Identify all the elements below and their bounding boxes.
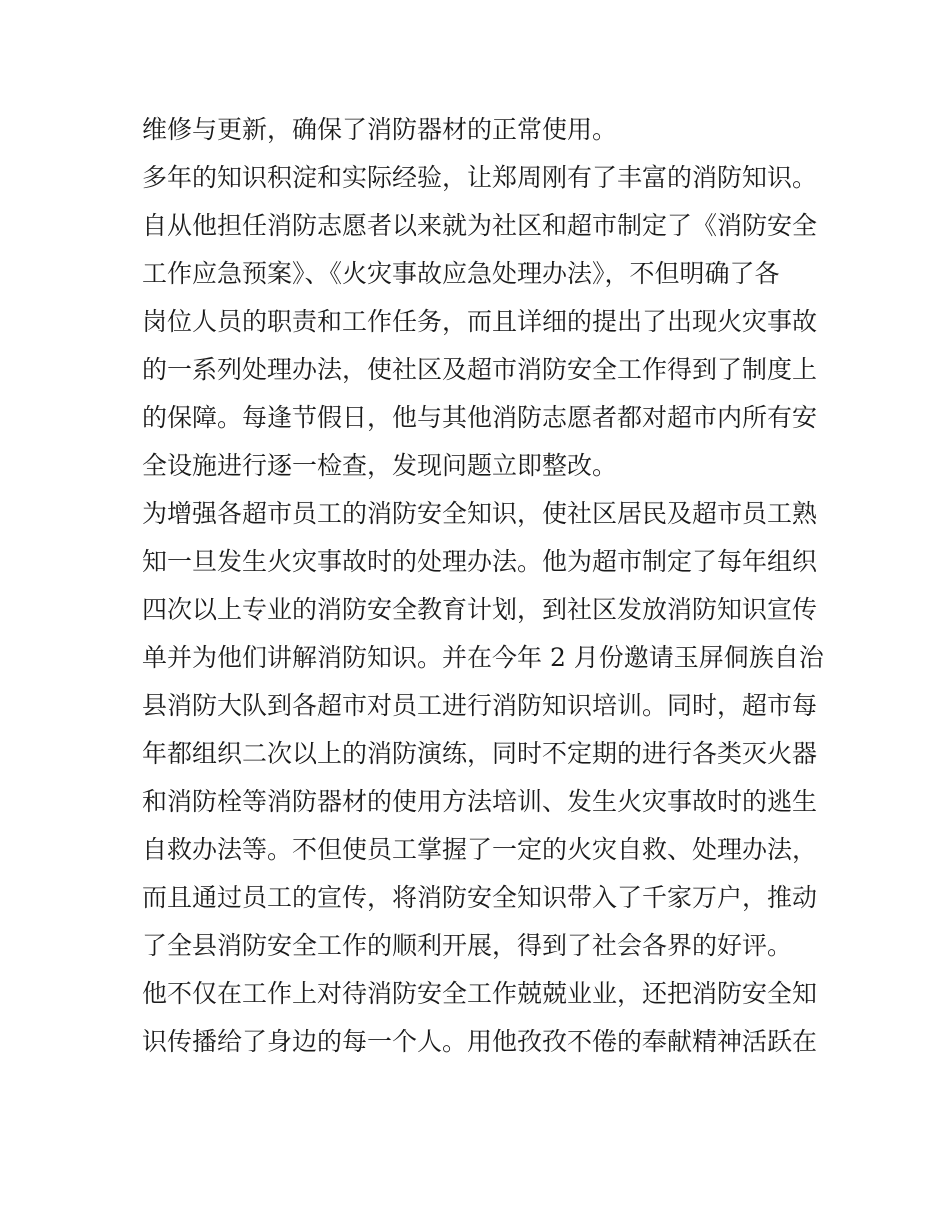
text-line: 他不仅在工作上对待消防安全工作兢兢业业，还把消防安全知 — [142, 979, 818, 1008]
text-line: 和消防栓等消防器材的使用方法培训、发生火灾事故时的逃生 — [142, 787, 818, 816]
text-line: 而且通过员工的宣传，将消防安全知识带入了千家万户，推动 — [142, 883, 818, 912]
text-line: 维修与更新，确保了消防器材的正常使用。 — [142, 115, 618, 144]
text-line: 自从他担任消防志愿者以来就为社区和超市制定了《消防安全 — [142, 211, 818, 240]
text-line: 为增强各超市员工的消防安全知识，使社区居民及超市员工熟 — [142, 499, 818, 528]
text-line: 工作应急预案》、《火灾事故应急处理办法》，不但明确了各 — [142, 259, 780, 288]
text-line: 自救办法等。不但使员工掌握了一定的火灾自救、处理办法， — [142, 835, 818, 864]
body-text — [142, 106, 822, 1066]
text-line: 全设施进行逐一检查，发现问题立即整改。 — [142, 451, 618, 480]
text-line: 知一旦发生火灾事故时的处理办法。他为超市制定了每年组织 — [142, 547, 818, 576]
text-line: 四次以上专业的消防安全教育计划，到社区发放消防知识宣传 — [142, 595, 818, 624]
text-line: 的一系列处理办法，使社区及超市消防安全工作得到了制度上 — [142, 355, 818, 384]
text-line: 岗位人员的职责和工作任务，而且详细的提出了出现火灾事故 — [142, 307, 818, 336]
text-line: 了全县消防安全工作的顺利开展，得到了社会各界的好评。 — [142, 931, 793, 960]
text-line: 单并为他们讲解消防知识。并在今年 2 月份邀请玉屏侗族自治 — [142, 643, 824, 672]
text-line: 年都组织二次以上的消防演练，同时不定期的进行各类灭火器 — [142, 739, 818, 768]
text-line: 识传播给了身边的每一个人。用他孜孜不倦的奉献精神活跃在 — [142, 1027, 818, 1056]
text-line: 的保障。每逢节假日，他与其他消防志愿者都对超市内所有安 — [142, 403, 818, 432]
text-line: 县消防大队到各超市对员工进行消防知识培训。同时，超市每 — [142, 691, 818, 720]
text-line: 多年的知识积淀和实际经验，让郑周刚有了丰富的消防知识。 — [142, 163, 818, 192]
